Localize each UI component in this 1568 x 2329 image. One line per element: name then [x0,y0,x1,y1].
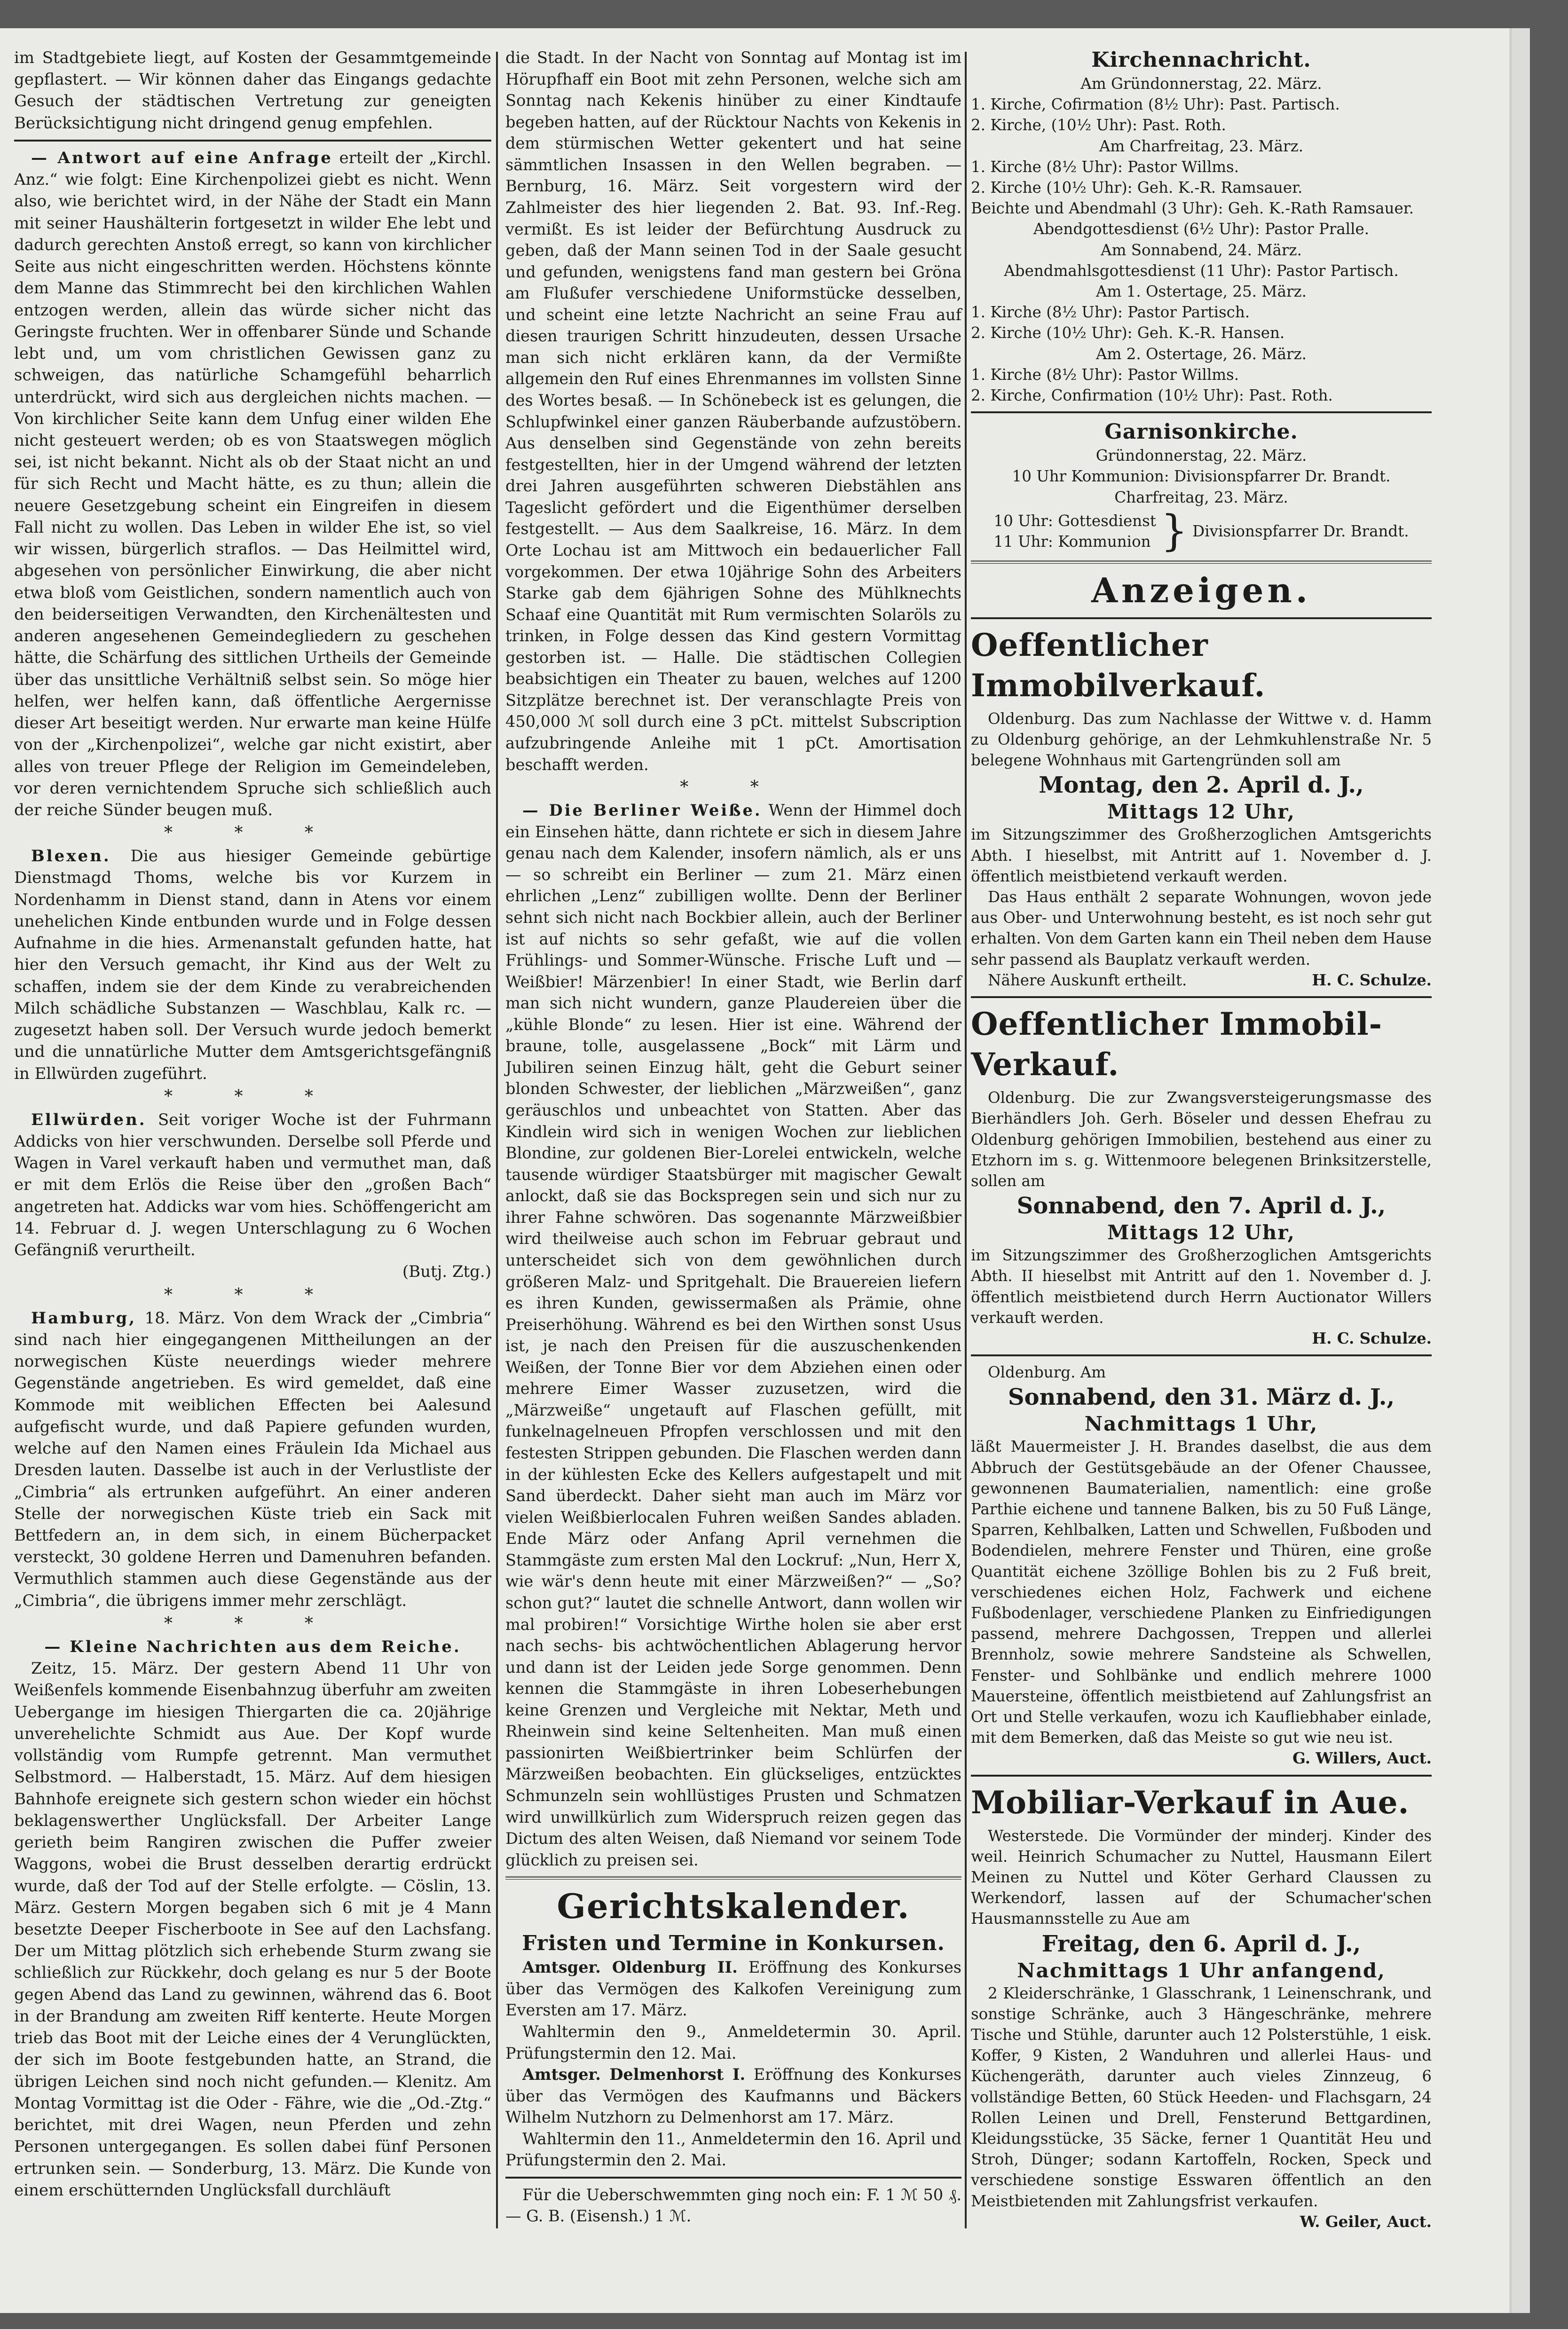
gar-service-block [971,508,1432,555]
column-rule-1 [496,52,498,2228]
antwort-text: erteilt der „Kirchl. Anz.“ wie folgt: Eine Kirchenpolizei giebt es nicht. Wenn also, wie berichtet wird, in der Nähe der Stadt ein Mann mit seiner Haushälterin fortgesetzt in wilder Ehe lebt und dadurch gerechten Anstoß erregt, so kann von kirchlicher Seite aus nicht eingeschritten werden. Höchstens könnte dem Manne das Stimmrecht bei den kirchlichen Wahlen entzogen werden, allein das würde sicher nicht das Geringste fruchten. Wer in offenbarer Sünde und Schande lebt und, um vom christlichen Gewissen ganz zu schweigen, das natürliche Schamgefühl beharrlich unterdrückt, wird sich aus dergleichen nichts machen. — Von kirchlicher Seite kann dem Unfug einer wilden Ehe nicht gesteuert werden; ob es von Staatswegen möglich sei, ist nicht bekannt. Nicht als ob der Staat nicht an und für sich Recht und Macht hätte, es zu thun; allein die neuere Gesetzgebung scheint ein Eingreifen in diesem Fall nicht zu wollen. Das Leben in wilder Ehe ist, so viel wir wissen, bürgerlich straflos. — Das Heilmittel wird, abgesehen von persönlicher Einwirkung, die aber nicht etwa bloß vom Geistlichen, sondern namentlich auch von den beiderseitigen Verwandten, den Kirchenältesten und anderen angesehenen Gemeindegliedern zu geschehen hätte, die Schärfung des sittlichen Urtheils der Gemeinde über das unsittliche Verhältniß selbst sein. So möge hier helfen, wer helfen kann, daß öffentliche Aergernisse dieser Art beseitigt werden. Nur erwarte man keine Hülfe von der „Kirchenpolizei“, welche gar nicht existirt, aber alles von treuer Pflege der Religion im Gemeindeleben, vor deren vernichtendem Spruche sich schließlich auch der reiche Sünder beugen muß. [14,148,491,819]
ad-3-date: Sonnabend, den 31. März d. J., [1008,1384,1395,1411]
antwort-heading: — Antwort auf eine Anfrage [31,148,333,167]
ad-4-title: Mobiliar-Verkauf in Aue. [971,1784,1410,1821]
ad-2-date: Sonnabend, den 7. April d. J., [1016,1193,1386,1220]
ad-1-signature-line [971,970,1432,991]
kn-line: Am 1. Ostertage, 25. März. [1096,283,1307,301]
double-divider [505,1876,961,1880]
divider [971,411,1432,413]
ad-3-intro: Oldenburg. Am [988,1363,1106,1382]
court-2-heading: Amtsger. Delmenhorst I. [522,2065,746,2084]
kn-line: 1. Kirche, Cofirmation (8½ Uhr): Past. Partisch. [971,95,1340,114]
ad-1-details: im Sitzungszimmer des Großherzoglichen Amtsgerichts Abth. I hieselbst, mit Antritt auf 1. November d. J. öffentlich meistbietend verkauft werden. [971,826,1432,885]
court-entry-2 [505,2064,961,2128]
gar-line: 10 Uhr Kommunion: Divisionspfarrer Dr. Brandt. [1012,467,1391,486]
ad-2-details: im Sitzungszimmer des Großherzoglichen Amtsgerichts Abth. II hieselbst mit Antritt auf den 1. November d. J. öffentlich meistbietend durch Herrn Auctionator Willers verkauft werden. [971,1246,1432,1327]
court-2-dates: Wahltermin den 11., Anmeldetermin den 16. April und Prüfungstermin den 2. Mai. [505,2129,961,2170]
blexen-heading: Blexen. [31,847,111,866]
ellwuerden-text: Seit voriger Woche ist der Fuhrmann Addicks von hier verschwunden. Derselbe soll Pferde und Wagen in Varel verkauft haben und vermuthet man, daß er mit dem Erlös die Reise über den „großen Bach“ angetreten hat. Addicks war vom hies. Schöffengericht am 14. Februar d. J. wegen Unterschlagung zu 6 Wochen Gefängniß verurtheilt. [14,1110,491,1260]
kn-line: Abendmahlsgottesdienst (11 Uhr): Pastor Partisch. [1004,261,1399,280]
weisse-article [505,800,961,1871]
ad-1-info: Nähere Auskunft ertheilt. [988,971,1187,989]
separator-stars: * * * [164,1086,341,1106]
garnisonkirche-title: Garnisonkirche. [1104,420,1298,444]
gar-line: Divisionspfarrer Dr. Brandt. [1192,522,1409,540]
ad-4-text: Westerstede. Die Vormünder der minderj. Kinder des weil. Heinrich Schumacher zu Nuttel, Hausmann Eilert Meinen zu Nuttel und Köter Gerhard Claussen zu Werkendorf, lassen auf der Schumacher'schen Hausmannsstelle zu Aue am [971,1826,1432,1928]
kn-line: Am Charfreitag, 23. März. [1099,137,1304,155]
hamburg-text: 18. März. Von dem Wrack der „Cimbria“ sind nach hier eingegangenen Mittheilungen an der norwegischen Küste neuerdings wieder mehrere Gegenstände angetrieben. Es wird gemeldet, daß eine Kommode mit weiblichen Effecten bei Aalesund aufgefischt wurde, und daß Papiere gefunden wurden, welche auf den Namen eines Fräulein Ida Michael aus Dresden lauten. Dasselbe ist auch in der Verlustliste der „Cimbria“ als ertrunken aufgeführt. An einer anderen Stelle der norwegischen Küste trieb ein Sack mit Bettfedern an, in dem sich, in einem Bücherpacket versteckt, 30 goldene Herren und Damenuhren befanden. Vermuthlich stammen auch diese Gegenstände aus der „Cimbria“, die übrigens immer mehr zerschlägt. [14,1308,491,1610]
divider [971,1775,1432,1777]
divider [505,2177,961,2179]
ad-3-signature: G. Willers, Auct. [1292,1749,1432,1768]
ad-3-time: Nachmittags 1 Uhr, [1084,1412,1318,1436]
divider [971,1354,1432,1356]
anzeigen-title: Anzeigen. [1091,570,1311,610]
ad-2-time: Mittags 12 Uhr, [1107,1221,1296,1244]
kn-line: 1. Kirche (8½ Uhr): Pastor Partisch. [971,303,1250,322]
ad-3-text: läßt Mauermeister J. H. Brandes daselbst, die aus dem Abbruch der Gestütsgebäude an der Ofener Chaussee, gewonnenen Baumaterialien, namentlich: eine große Parthie eichene und tannene Balken, bis zu 50 Fuß Länge, Sparren, Kehlbalken, Latten und Schwellen, Fußboden und Bodendielen, mehrere Fenster und Thüren, eine große Quantität eichene 3zöllige Bohlen bis zu 2 Fuß breit, verschiedenes eichen Holz, Fachwerk und eichene Fußbodenlager, verschiedene Planken zu Einfriedigungen passend, mehrere Dachgossen, Treppen und allerlei Brennholz, sowie mehrere Sandsteine als Schwellen, Fenster- und Sohlbänke und endlich mehrere 1000 Mauersteine, öffentlich meistbietend auf Zahlungsfrist an Ort und Stelle verkaufen, wozu ich Kaufliebhaber einlade, mit dem Bemerken, daß das Meiste so gut wie neu ist. [971,1438,1432,1747]
court-1-heading: Amtsger. Oldenburg II. [522,1958,738,1977]
kn-line: 2. Kirche (10½ Uhr): Geh. K.-R. Ramsauer. [971,179,1303,197]
gar-line: Charfreitag, 23. März. [1114,488,1288,506]
ad-4-time: Nachmittags 1 Uhr anfangend, [1017,1959,1386,1982]
continued-news: die Stadt. In der Nacht von Sonntag auf Montag ist im Hörupfhaff ein Boot mit zehn Personen, welche sich am Sonntag nach Kekenis hinüber zu einer Kindtaufe begeben hatten, auf der Rücktour Nachts von Kekenis in dem stürmischen Wetter gekentert und hat seine sämmtlichen Insassen in den Wellen begraben. — Bernburg, 16. März. Seit vorgestern wird der Zahlmeister des hier liegenden 2. Bat. 93. Inf.-Reg. vermißt. Es ist leider der Befürchtung Ausdruck zu geben, daß der Mann seinen Tod in der Saale gesucht und gefunden, wenigstens fand man gestern bei Gröna am Flußufer verschiedene Uniformstücke desselben, und scheint eine letzte Nachricht an seine Frau auf diesen traurigen Schritt hinzudeuten, dessen Ursache man sich nicht erklären kann, da der Vermißte allgemein den Ruf eines Ehrenmannes im vollsten Sinne des Wortes besaß. — In Schönebeck ist es gelungen, die Schlupfwinkel einer ganzen Räuberbande aufzustöbern. Aus denselben sind Gegenstände von zehn bereits festgestellten, hier in der Umgend während der letzten drei Jahren ausgeführten schweren Diebstählen ans Tageslicht gefördert und die Eigenthümer derselben festgestellt. — Aus dem Saalkreise, 16. März. In dem Orte Lochau ist am Mittwoch ein bedauerlicher Fall vorgekommen. Der etwa 10jährige Sohn des Arbeiters Starke gab dem 6jährigen Sohne des Mühlknechts Schaaf eine Quantität mit Rum vermischten Solaröls zu trinken, in Folge dessen das Kind gestern Vormittag gestorben ist. — Halle. Die städtischen Collegien beabsichtigen ein Theater zu bauen, welches auf 1200 Sitzplätze berechnet ist. Der veranschlagte Preis von 450,000 ℳ soll durch eine 3 pCt. mittelst Subscription aufzubringende Anleihe mit 1 pCt. Amortisation beschafft werden. [505,48,961,774]
kn-line: Abendgottesdienst (6½ Uhr): Pastor Pralle. [1033,220,1370,238]
ad-4-signature: W. Geiler, Auct. [1300,2212,1432,2231]
court-2-text: Eröffnung des Konkurses über das Vermögen des Kaufmanns und Bäckers Wilhelm Nutzhorn zu Delmenhorst am 17. März. [505,2065,961,2127]
column-rule-2 [965,52,967,2228]
ad-4-date: Freitag, den 6. April d. J., [1041,1930,1361,1957]
gerichtskalender-title: Gerichtskalender. [557,1886,910,1927]
double-divider [971,560,1432,564]
divider [971,617,1432,619]
klein-text: Zeitz, 15. März. Der gestern Abend 11 Uhr von Weißenfels kommende Eisenbahnzug überfuhr am zweiten Uebergange im hiesigen Thiergarten die ca. 20jährige unverehelichte Schmidt aus Aue. Der Kopf wurde vollständig vom Rumpfe getrennt. Man vermuthet Selbstmord. — Halberstadt, 15. März. Auf dem hiesigen Bahnhofe ereignete sich gestern schon wieder ein höchst beklagenswerther Unglücksfall. Der Arbeiter Lange gerieth beim Rangiren zwischen die Puffer zweier Waggons, wobei die Brust desselben derartig erdrückt wurde, daß der Tod auf der Stelle erfolgte. — Cöslin, 13. März. Gestern Morgen begaben sich 6 mit je 4 Mann besetzte Deeper Fischerboote in See auf den Lachsfang. Der um Mittag plötzlich sich erhebende Sturm zwang sie schließlich zur Rückkehr, doch gelang es nur 5 der Boote gegen Abend das Land zu gewinnen, während das 6. Boot in der Brandung am zweiten Riff kenterte. Heute Morgen trieb das Boot mit der Leiche eines der 4 Verunglückten, der sich im Boote festgebunden hatte, an Strand, die übrigen Leichen sind noch nicht gefunden.— Klenitz. Am Montag Vormittag ist die Oder - Fähre, wie die „Od.-Ztg.“ berichtet, mit drei Wagen, neun Pferden und zehn Personen untergegangen. Es sollen dabei fünf Personen ertrunken sein. — Sonderburg, 13. März. Die Kunde von einem erschütternden Unglücksfall durchläuft [14,1659,491,2200]
divider [14,140,491,142]
kn-line: Beichte und Abendmahl (3 Uhr): Geh. K.-Rath Ramsauer. [971,199,1414,218]
ad-1-signature: H. C. Schulze. [1312,970,1432,989]
hamburg-article [14,1307,491,1612]
ellwuerden-article [14,1109,491,1261]
ad-3-signature-line [971,1748,1432,1769]
gar-service-times [993,511,1156,552]
separator-stars: * * * [164,1613,341,1633]
kn-line: 2. Kirche, Confirmation (10½ Uhr): Past. Roth. [971,386,1333,405]
separator-stars: * * * [164,823,341,843]
gar-line: 11 Uhr: Kommunion [993,532,1151,551]
blexen-article [14,845,491,1085]
ad-1-time: Mittags 12 Uhr, [1107,800,1296,824]
court-1-text: Eröffnung des Konkurses über das Vermögen des Kalkofen Vereinigung zum Eversten am 17. März. [505,1958,961,2020]
kn-line: 2. Kirche (10½ Uhr): Geh. K.-R. Hansen. [971,324,1285,342]
ad-4-signature-line [971,2211,1432,2232]
ad-2-signature-line [971,1328,1432,1349]
kn-line: Am 2. Ostertage, 26. März. [1096,345,1307,363]
weisse-heading: — Die Berliner Weiße. [522,801,762,820]
page-edge [1512,28,1530,2313]
separator-stars: * * [680,778,787,797]
separator-stars: * * * [164,1285,341,1305]
donations-note: Für die Ueberschwemmten ging noch ein: F. 1 ℳ 50 ₰. — G. B. (Eisensh.) 1 ℳ. [505,2185,961,2226]
antwort-article [14,147,491,821]
ad-1-date: Montag, den 2. April d. J., [1039,772,1364,799]
ad-1-description: Das Haus enthält 2 separate Wohnungen, wovon jede aus Ober- und Unterwohnung besteht, es ist noch sehr gut erhalten. Von dem Garten kann ein Theil neben dem Hause sehr passend als Bauplatz verkauft werden. [971,888,1432,968]
gar-line: 10 Uhr: Gottesdienst [993,511,1156,530]
ellwuerden-heading: Ellwürden. [31,1110,147,1129]
ad-1-title: Oeffentlicher Immobilverkauf. [971,626,1266,704]
ad-2-text: Oldenburg. Die zur Zwangsversteigerungsmasse des Bierhändlers Joh. Gerh. Böseler und dessen Ehefrau zu Oldenburg gehörigen Immobilien, bestehend aus einer zu Etzhorn im s. g. Wittenmoore belegenen Brinksitzerstelle, sollen am [971,1089,1432,1190]
blexen-text: Die aus hiesiger Gemeinde gebürtige Dienstmagd Thoms, welche bis vor Kurzem in Nordenhamm in Dienst stand, dann in Atens vor einem unehelichen Kinde entbunden wurde und in Folge dessen Aufnahme in die hies. Armenanstalt gefunden hatte, hat hier den Versuch gemacht, ihr Kind aus der Welt zu schaffen, indem sie der dem Kinde zu verabreichenden Milch schädliche Substanzen — Waschblau, Kalk rc. — zugesetzt haben soll. Der Versuch wurde jedoch bemerkt und die unnatürliche Mutter dem Amtsgerichtsgefängniß in Ellwürden zugeführt. [14,847,491,1083]
kn-line: 2. Kirche, (10½ Uhr): Past. Roth. [971,116,1226,134]
ad-1-text: Oldenburg. Das zum Nachlasse der Wittwe v. d. Hamm zu Oldenburg gehörige, an der Lehmkuhlenstraße Nr. 5 belegene Wohnhaus mit Gartengründen soll am [971,709,1432,770]
column-1 [14,47,491,2201]
divider [971,996,1432,998]
kn-line: Am Sonnabend, 24. März. [1101,241,1302,259]
kn-line: 1. Kirche (8½ Uhr): Pastor Willms. [971,365,1239,384]
ad-2-signature: H. C. Schulze. [1312,1329,1432,1347]
column-3 [971,47,1432,2232]
court-1-dates: Wahltermin den 9., Anmeldetermin 30. April. Prüfungstermin den 12. Mai. [505,2022,961,2062]
kirchennachricht-title: Kirchennachricht. [1091,48,1311,72]
brace-icon: } [1160,506,1188,556]
ellwuerden-source: (Butj. Ztg.) [402,1262,491,1282]
weisse-text: Wenn der Himmel doch ein Einsehen hätte, dann richtete er sich in diesem Jahre genau nach dem Kalender, insofern nämlich, als er uns — so schreibt ein Berliner — zum 21. März einen ehrlichen „Lenz“ zubilligen wollte. Denn der Berliner sehnt sich nicht nach Bockbier allein, auch der Berliner ist auf nichts so sehr gefaßt, wie auf die vollen Frühlings- und Sommer-Wünsche. Frische Luft und — Weißbier! Märzenbier! In einer Stadt, wie Berlin darf man sich nicht wundern, ganze Plaudereien über die „kühle Blonde“ zu lesen. Hier ist eine. Während der braune, tolle, ausgelassene „Bock“ mit Lärm und Jubiliren seinen Einzug hält, geht die Geburt seiner blonden Schwester, der lieblichen „Märzweißen“, ganz geräuschlos und unbeachtet von Statten. Aber das Kindlein wird sich in wenigen Wochen zur lieblichen Blondine, zur goldenen Bier-Lorelei entwickeln, welche tausende würdiger Staatsbürger mit magischer Gewalt anlockt, daß sie das Bockspregen sein und sich nur zu ihrer Fahne schwören. Das sogenannte Märzweißbier wird theilweise auch schon im Februar gebraut und unterscheidet sich von dem gewöhnlichen durch größeren Malz- und Spritgehalt. Die Brauereien liefern es ihren Kunden, gewissermaßen als Prämie, ohne Preiserhöhung. Während es bei den Wirthen sonst Usus ist, je nach den Preisen für die auszuschenkenden Weißen, der Tonne Bier vor dem Abziehen einen oder mehrere Eimer Wasser zuzusetzen, wird die „Märzweiße“ ungetauft auf Flaschen gefüllt, mit funkelnagelneuen Pfropfen verschlossen und mit den festesten Strippen gebunden. Die Flaschen werden dann in der kühlesten Ecke des Kellers aufgestapelt und mit Sand überdeckt. Daher sieht man auch im März vor vielen Weißbierlocalen Fuhren weißen Sandes abladen. Ende März oder Anfang April vernehmen die Stammgäste zum ersten Mal den Lockruf: „Nun, Herr X, wie wär's denn heute mit einer Märzweißen?“ — „So? schon gut?“ lautet die schnelle Antwort, dann wollen wir mal probiren!“ Vorsichtige Wirthe holen sie aber erst nach sechs- bis achtwöchentlichen Ablagerung hervor und dann ist der Leiden jede Sorge genommen. Denn kennen die Stammgäste in ihren Lobeserhebungen keine Grenzen und Vergleiche mit Nektar, Meth und Rheinwein sind keine Seltenheiten. Man muß einen passionirten Weißbiertrinker beim Schlürfen der Märzweißen beobachten. Ein glückseliges, entzücktes Schmunzeln sein wohllüstiges Prusten und Schmatzen wird unwillkürlich zum Widerspruch reizen gegen das Dictum des alten Weisen, daß Niemand vor seinem Tode glücklich zu preisen sei. [505,801,961,1869]
column-2 [505,47,961,2227]
gar-line: Gründonnerstag, 22. März. [1095,447,1307,465]
ad-4-items: 2 Kleiderschränke, 1 Glasschrank, 1 Leinenschrank, und sonstige Schränke, auch 3 Hängeschränke, mehrere Tische und Stühle, darunter auch 12 Polsterstühle, 1 eisk. Koffer, 9 Kisten, 2 Wanduhren und allerlei Haus- und Küchengeräth, darunter auch vieles Zinnzeug, 6 vollständige Betten, 60 Stück Heeden- und Flachsgarn, 24 Rollen Leinen und Drell, Fensterund Bettgardinen, Kleidungsstücke, 35 Säcke, ferner 1 Quantität Heu und Stroh, Dünger; sodann Kartoffeln, Rocken, Speck und verschiedene sonstige Esswaren öffentlich an den Meistbietenden mit Zahlungsfrist verkaufen. [971,1984,1432,2210]
kn-line: 1. Kirche (8½ Uhr): Pastor Willms. [971,157,1239,176]
kn-line: Am Gründonnerstag, 22. März. [1080,75,1322,93]
gerichtskalender-subtitle: Fristen und Termine in Konkursen. [522,1931,945,1956]
ad-2-title: Oeffentlicher Immobil-Verkauf. [971,1006,1383,1083]
klein-heading: — Kleine Nachrichten aus dem Reiche. [44,1637,461,1656]
hamburg-heading: Hamburg, [31,1308,137,1328]
intro-paragraph: im Stadtgebiete liegt, auf Kosten der Gesammtgemeinde gepflastert. — Wir können daher das Eingangs gedachte Gesuch der städtischen Vertretung zur geneigten Berücksichtigung nicht dringend genug empfehlen. [14,48,491,133]
court-entry-1 [505,1957,961,2021]
